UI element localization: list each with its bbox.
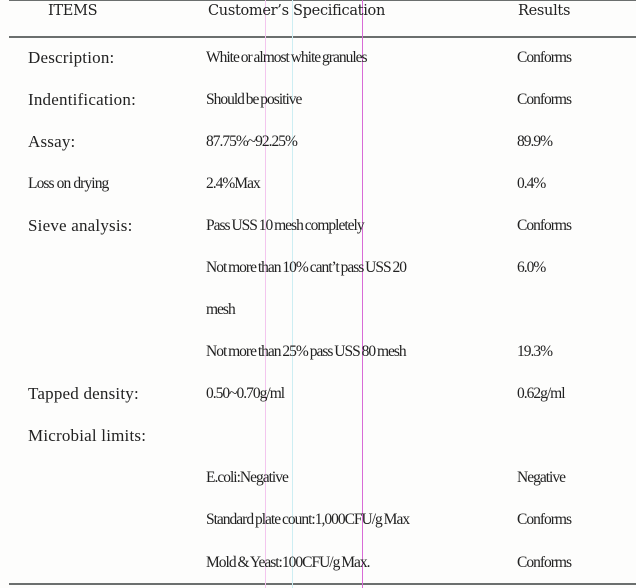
- result-value: 89.9%: [517, 133, 553, 150]
- result-value: 0.4%: [517, 175, 546, 192]
- guide-line-cyan: [292, 0, 293, 588]
- spec-value: White or almost white granules: [206, 49, 367, 66]
- spec-value: Not more than 25% pass USS 80 mesh: [206, 343, 406, 360]
- header-specification: Customer’s Specification: [208, 3, 386, 19]
- item-label: Tapped density:: [28, 384, 139, 403]
- guide-line-pink: [265, 0, 266, 588]
- item-label: Sieve analysis:: [28, 216, 133, 235]
- result-value: Negative: [517, 469, 565, 486]
- item-label: Loss on drying: [28, 175, 109, 192]
- item-label: Description:: [28, 48, 115, 67]
- item-label: Indentification:: [28, 90, 136, 109]
- item-label: Assay:: [28, 132, 76, 151]
- result-value: 6.0%: [517, 259, 546, 276]
- header-results: Results: [518, 3, 571, 19]
- bottom-rule: [9, 583, 636, 585]
- spec-value: 2.4%Max: [206, 175, 260, 192]
- guide-line-magenta: [362, 0, 363, 588]
- header-rule: [9, 36, 636, 38]
- spec-value: Should be positive: [206, 91, 302, 108]
- top-rule: [9, 0, 636, 1]
- spec-value: mesh: [206, 301, 235, 318]
- header-items: ITEMS: [48, 3, 98, 19]
- spec-value: 0.50~0.70g/ml: [206, 385, 285, 402]
- result-value: 0.62g/ml: [517, 385, 565, 402]
- spec-value: Pass USS 10 mesh completely: [206, 217, 364, 234]
- result-value: Conforms: [517, 49, 571, 66]
- spec-value: Mold & Yeast:100CFU/g Max.: [206, 554, 370, 571]
- spec-value: E.coli:Negative: [206, 469, 288, 486]
- spec-value: Not more than 10% cant’t pass USS 20: [206, 259, 406, 276]
- result-value: Conforms: [517, 91, 571, 108]
- spec-value: Standard plate count:1,000CFU/g Max: [206, 511, 410, 528]
- spec-value: 87.75%~92.25%: [206, 133, 297, 150]
- result-value: Conforms: [517, 554, 571, 571]
- result-value: Conforms: [517, 511, 571, 528]
- item-label: Microbial limits:: [28, 426, 147, 445]
- result-value: Conforms: [517, 217, 571, 234]
- result-value: 19.3%: [517, 343, 553, 360]
